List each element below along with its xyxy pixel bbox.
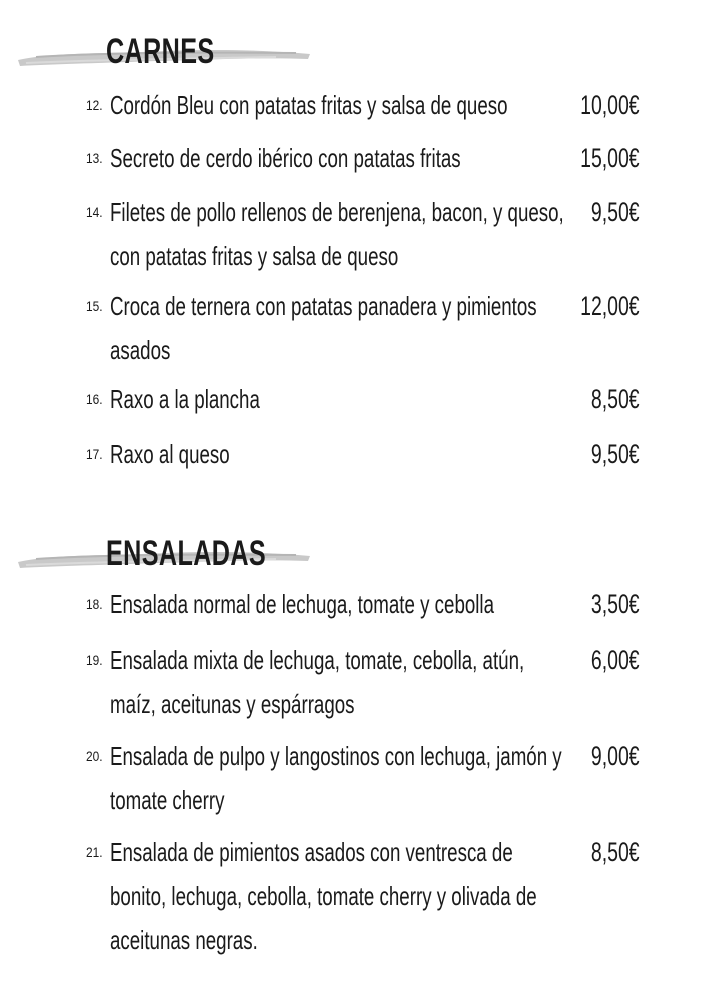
section-title-carnes: CARNES — [106, 32, 215, 71]
section-carnes — [0, 30, 720, 74]
section-heading — [0, 30, 720, 74]
item-price: 15,00€ — [580, 143, 640, 173]
item-price: 9,00€ — [591, 741, 640, 771]
item-price: 8,50€ — [591, 837, 640, 867]
item-price: 6,00€ — [591, 645, 640, 675]
section-ensaladas — [0, 532, 720, 576]
item-price: 9,50€ — [591, 439, 640, 469]
item-number: 20. — [86, 748, 103, 764]
item-number: 17. — [86, 446, 103, 462]
item-price: 12,00€ — [580, 291, 640, 321]
item-number: 13. — [86, 150, 103, 166]
item-price: 8,50€ — [591, 384, 640, 414]
item-description: Ensalada mixta de lechuga, tomate, cebolla, atún, maíz, aceitunas y espárragos — [110, 645, 525, 719]
item-number: 15. — [86, 298, 103, 314]
item-description: Ensalada de pulpo y langostinos con lechuga, jamón y tomate cherry — [110, 741, 562, 815]
item-number: 21. — [86, 844, 103, 860]
item-price: 10,00€ — [580, 90, 640, 120]
item-description: Filetes de pollo rellenos de berenjena, bacon, y queso, con patatas fritas y salsa de queso — [110, 197, 564, 271]
item-description: Cordón Bleu con patatas fritas y salsa de queso — [110, 90, 508, 120]
item-description: Ensalada normal de lechuga, tomate y cebolla — [110, 589, 495, 619]
item-number: 16. — [86, 391, 103, 407]
item-description: Ensalada de pimientos asados con ventresca de bonito, lechuga, cebolla, tomate cherry y olivada de aceitunas negras. — [110, 837, 537, 955]
item-description: Secreto de cerdo ibérico con patatas fritas — [110, 143, 461, 173]
item-price: 3,50€ — [591, 589, 640, 619]
item-number: 19. — [86, 652, 103, 668]
item-number: 14. — [86, 204, 103, 220]
section-title-ensaladas: ENSALADAS — [106, 534, 267, 573]
item-number: 18. — [86, 596, 103, 612]
item-number: 12. — [86, 97, 103, 113]
section-heading — [0, 532, 720, 576]
item-description: Raxo a la plancha — [110, 384, 260, 414]
item-price: 9,50€ — [591, 197, 640, 227]
item-description: Croca de ternera con patatas panadera y pimientos asados — [110, 291, 537, 365]
item-description: Raxo al queso — [110, 439, 230, 469]
